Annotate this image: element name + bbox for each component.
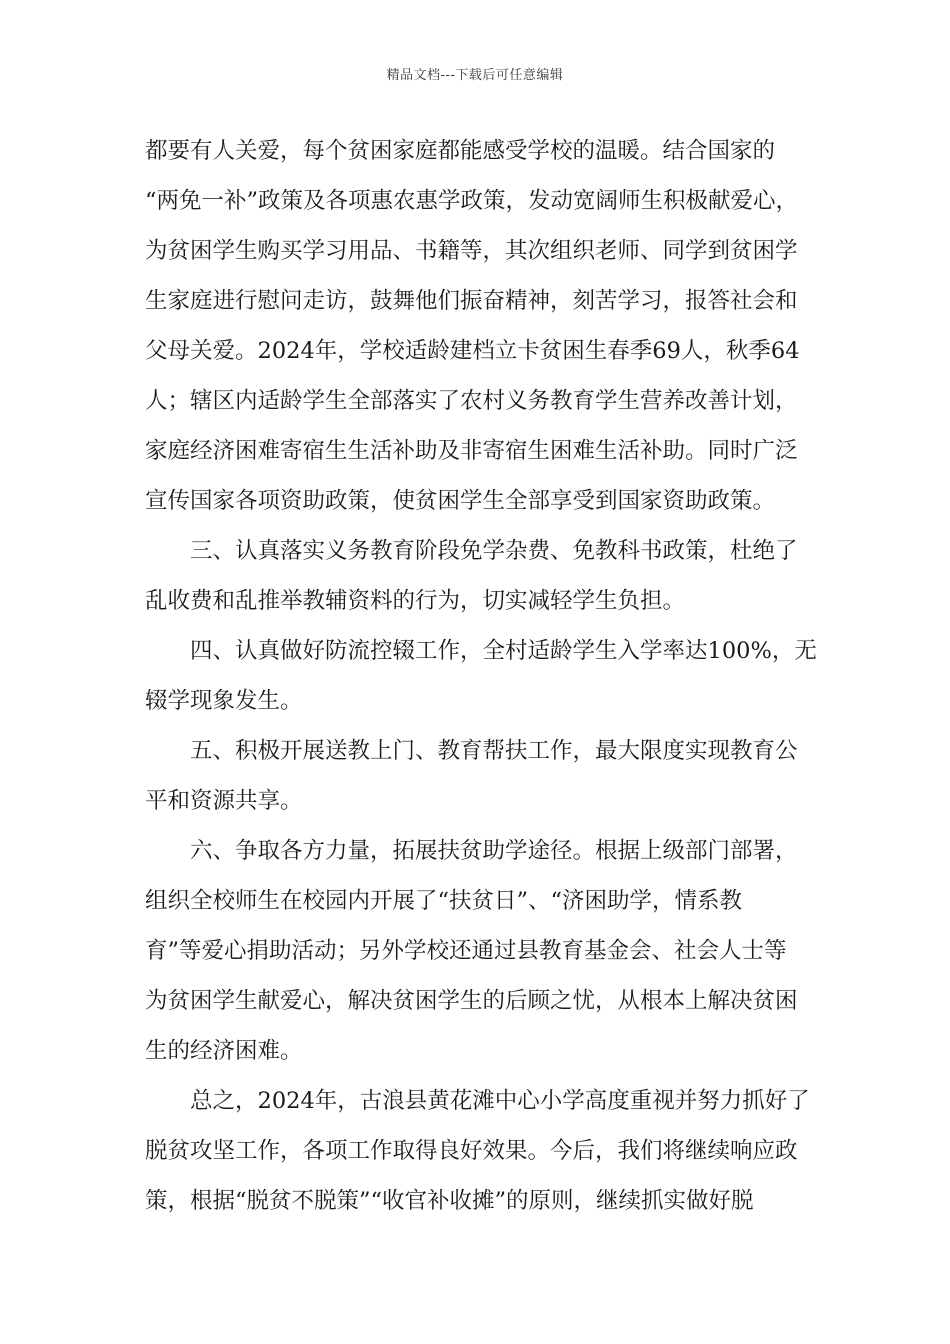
- paragraph-6: [145, 1076, 810, 1226]
- paragraph-5: [145, 826, 810, 1076]
- page-header: 精品文档---下载后可任意编辑: [386, 68, 564, 83]
- text-line: 四、认真做好防流控辍工作，全村适龄学生入学率达100%，无: [190, 638, 817, 664]
- text-line: 家庭经济困难寄宿生生活补助及非寄宿生困难生活补助。同时广泛: [145, 438, 798, 464]
- text-line: 五、积极开展送教上门、教育帮扶工作，最大限度实现教育公: [190, 738, 798, 764]
- text-line: 辍学现象发生。: [145, 688, 303, 714]
- text-line: 总之，2024年，古浪县黄花滩中心小学高度重视并努力抓好了: [190, 1088, 810, 1114]
- text-line: 策，根据“脱贫不脱策”“收官补收摊”的原则，继续抓实做好脱: [145, 1188, 754, 1214]
- text-line: 三、认真落实义务教育阶段免学杂费、免教科书政策，杜绝了: [190, 538, 798, 564]
- paragraph-2: [145, 526, 810, 626]
- text-line: “两免一补”政策及各项惠农惠学政策，发动宽阔师生积极献爱心，: [145, 188, 799, 214]
- paragraph-4: [145, 726, 810, 826]
- paragraph-1: [145, 126, 810, 526]
- text-line: 宣传国家各项资助政策，使贫困学生全部享受到国家资助政策。: [145, 488, 776, 514]
- text-line: 为贫困学生献爱心，解决贫困学生的后顾之忧，从根本上解决贫困: [145, 988, 798, 1014]
- text-line: 六、争取各方力量，拓展扶贫助学途径。根据上级部门部署，: [190, 838, 798, 864]
- text-line: 生的经济困难。: [145, 1038, 303, 1064]
- text-line: 乱收费和乱推举教辅资料的行为，切实减轻学生负担。: [145, 588, 686, 614]
- text-line: 平和资源共享。: [145, 788, 303, 814]
- text-line: 都要有人关爱，每个贫困家庭都能感受学校的温暖。结合国家的: [145, 138, 776, 164]
- text-line: 父母关爱。2024年，学校适龄建档立卡贫困生春季69人，秋季64: [145, 338, 800, 364]
- text-line: 脱贫攻坚工作，各项工作取得良好效果。今后，我们将继续响应政: [145, 1138, 798, 1164]
- text-line: 组织全校师生在校园内开展了“扶贫日”、“济困助学，情系教: [145, 888, 743, 914]
- text-line: 为贫困学生购买学习用品、书籍等，其次组织老师、同学到贫困学: [145, 238, 798, 264]
- paragraph-3: [145, 626, 817, 726]
- text-line: 人；辖区内适龄学生全部落实了农村义务教育学生营养改善计划，: [145, 388, 798, 414]
- text-line: 生家庭进行慰问走访，鼓舞他们振奋精神，刻苦学习，报答社会和: [145, 288, 798, 314]
- document-body: [145, 126, 817, 1226]
- text-line: 育”等爱心捐助活动；另外学校还通过县教育基金会、社会人士等: [145, 938, 787, 964]
